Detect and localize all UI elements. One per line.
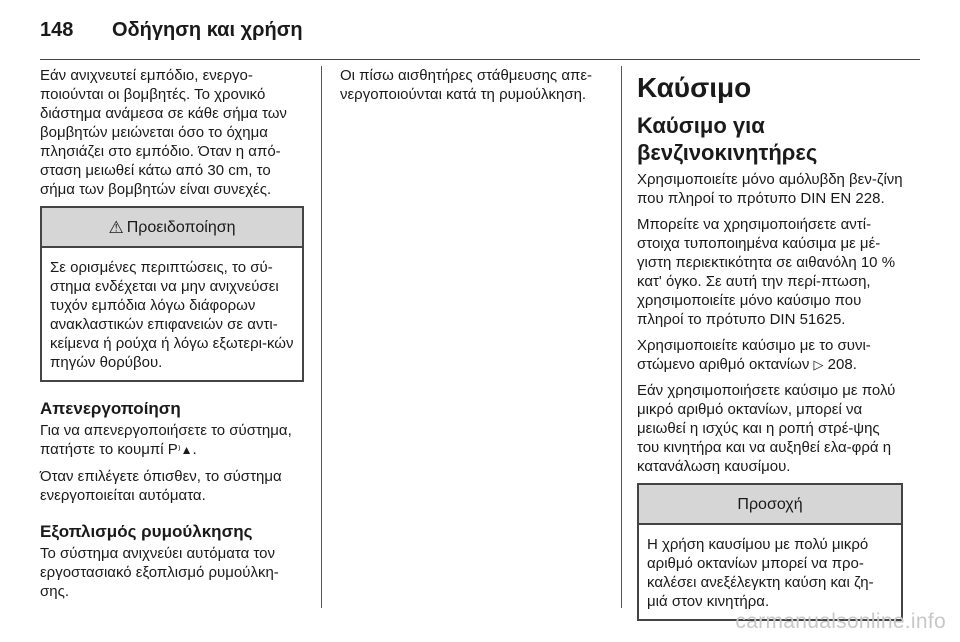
towing-heading: Εξοπλισμός ρυμούλκησης xyxy=(40,522,253,541)
watermark: carmanualsonline.info xyxy=(735,610,946,633)
column-divider xyxy=(621,66,622,608)
header-divider xyxy=(40,59,920,60)
fuel-paragraph-2: Μπορείτε να χρησιμοποιήσετε αντί-στοιχα τυποποιημένα καύσιμα με μέ-γιστη περιεκτικότητα σε αιθανόλη 10 % κατ' όγκο. Σε αυτή την περί-πτωση, χρησιμοποιείτε μόνο καύσιμο που πληροί το πρότυπο DIN 51625. xyxy=(637,216,896,328)
reverse-paragraph: Όταν επιλέγετε όπισθεν, το σύστημα ενεργοποιείται αυτόματα. xyxy=(40,468,282,504)
deactivation-period: . xyxy=(192,441,197,458)
caution-body: Η χρήση καυσίμου με πολύ μικρό αριθμό οκτανίων μπορεί να προ-καλέσει ανεξέλεγκτη καύση και ζη-μιά στον κινητήρα. xyxy=(647,536,874,610)
intro-paragraph: Εάν ανιχνευτεί εμπόδιο, ενεργο-ποιούνται οι βομβητές. Το χρονικό διάστημα ανάμεσα σε κάθε σήμα των βομβητών μειώνεται όσο το όχημα πλησιάζει στο εμπόδιο. Όταν η από-σταση μειωθεί κάτω από 30 cm, το σήμα των βομβητών είναι συνεχές. xyxy=(40,67,287,198)
towing-paragraph: Το σύστημα ανιχνεύει αυτόματα τον εργοστασιακό εξοπλισμό ρυμούλκη-σης. xyxy=(40,545,279,600)
fuel-paragraph-4: Εάν χρησιμοποιήσετε καύσιμο με πολύ μικρό αριθμό οκτανίων, μπορεί να μειωθεί η ισχύς και η ροπή στρέ-ψης του κινητήρα και να αυξηθεί ελα-φρά η κατανάλωση καυσίμου. xyxy=(637,382,896,475)
deactivation-text: Για να απενεργοποιήσετε το σύστημα, πατήστε το κουμπί xyxy=(40,422,292,458)
fuel-section-title: Καύσιμο xyxy=(637,72,752,103)
page-number: 148 xyxy=(40,18,74,41)
column-left xyxy=(40,66,304,608)
page-header xyxy=(40,12,303,48)
caution-title: Προσοχή xyxy=(737,495,803,513)
warning-title: Προειδοποίηση xyxy=(126,218,236,236)
caution-header xyxy=(639,485,901,525)
warning-triangle-icon: ⚠ xyxy=(108,217,124,237)
page-title: Οδήγηση και χρήση xyxy=(112,18,303,41)
fuel-paragraph-3 xyxy=(637,336,903,374)
warning-body: Σε ορισμένες περιπτώσεις, το σύ-στημα ενδέχεται να μην ανιχνεύσει τυχόν εμπόδια λόγω διάφορων ανακλαστικών επιφανειών σε αντι-κείμενα ή ρούχα ή λόγω εξωτερι-κών πηγών θορύβου. xyxy=(50,259,294,371)
column-right xyxy=(637,66,903,635)
caution-box xyxy=(637,483,903,621)
fuel-paragraph-1: Χρησιμοποιείτε μόνο αμόλυβδη βεν-ζίνη που πληροί το πρότυπο DIN EN 228. xyxy=(637,171,903,207)
warning-header xyxy=(42,208,302,248)
warning-box xyxy=(40,206,304,382)
towing-sensors-paragraph: Οι πίσω αισθητήρες στάθμευσης απε-νεργοποιούνται κατά τη ρυμούλκηση. xyxy=(340,67,593,103)
parking-sensor-icon: ⁾▲ xyxy=(177,443,193,457)
parking-sensor-button-label: P xyxy=(167,441,178,458)
petrol-subtitle: Καύσιμο για βενζινοκινητήρες xyxy=(637,113,818,165)
column-middle xyxy=(340,66,610,111)
deactivation-heading: Απενεργοποίηση xyxy=(40,399,181,418)
page-reference: 208. xyxy=(827,356,857,373)
page-reference-icon: ▷ xyxy=(813,357,824,372)
octane-text: Χρησιμοποιείτε καύσιμο με το συνι-στώμενο αριθμό οκτανίων xyxy=(637,337,871,373)
deactivation-paragraph xyxy=(40,421,304,460)
column-divider xyxy=(321,66,322,608)
